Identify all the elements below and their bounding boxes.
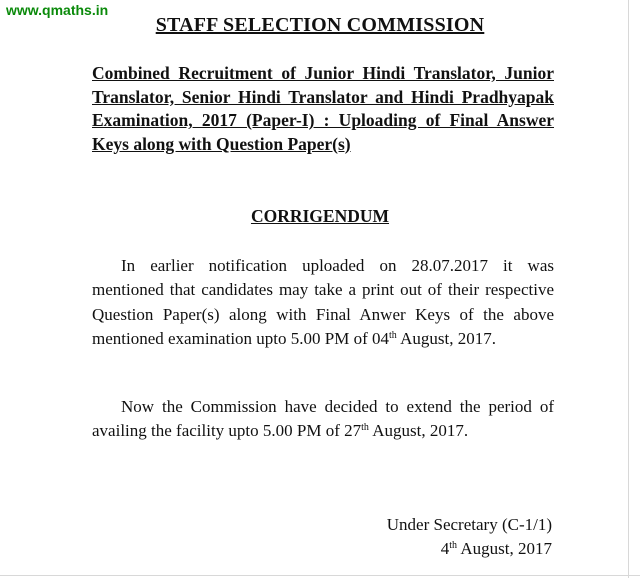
- notice-subject: Combined Recruitment of Junior Hindi Translator, Junior Translator, Senior Hindi Translator and Hindi Pradhyapak Examination, 2017 (Paper-I) : Uploading of Final Answer Keys along with Question Paper(s): [92, 63, 554, 154]
- paragraph-1-text: In earlier notification uploaded on 28.07.2017 it was mentioned that candidates may take a print out of their respective Question Paper(s) along with Final Anwer Keys of the above mentioned examination upto 5.00 PM of 04: [92, 256, 554, 349]
- website-watermark: www.qmaths.in: [6, 2, 109, 18]
- paragraph-1-text-end: August, 2017.: [396, 329, 496, 349]
- corrigendum-heading: CORRIGENDUM: [250, 206, 390, 226]
- notice-paragraph-2: [92, 395, 554, 444]
- paragraph-2-text-end: August, 2017.: [368, 421, 469, 441]
- signature-date: [387, 537, 552, 561]
- bottom-border-line: [0, 575, 640, 576]
- paragraph-2-text: Now the Commission have decided to extend the period of availing the facility upto 5.00 PM of 27: [92, 397, 554, 441]
- page-title: STAFF SELECTION COMMISSION: [155, 14, 485, 36]
- ordinal-suffix: th: [361, 422, 369, 434]
- date-rest: August, 2017: [457, 539, 552, 559]
- notice-paragraph-1: [92, 254, 554, 352]
- ordinal-suffix: th: [449, 540, 458, 552]
- signature-block: [387, 513, 552, 562]
- signatory-designation: Under Secretary (C-1/1): [386, 515, 552, 534]
- ordinal-suffix: th: [389, 330, 397, 342]
- date-day: 4: [440, 539, 450, 559]
- right-border-line: [628, 0, 629, 578]
